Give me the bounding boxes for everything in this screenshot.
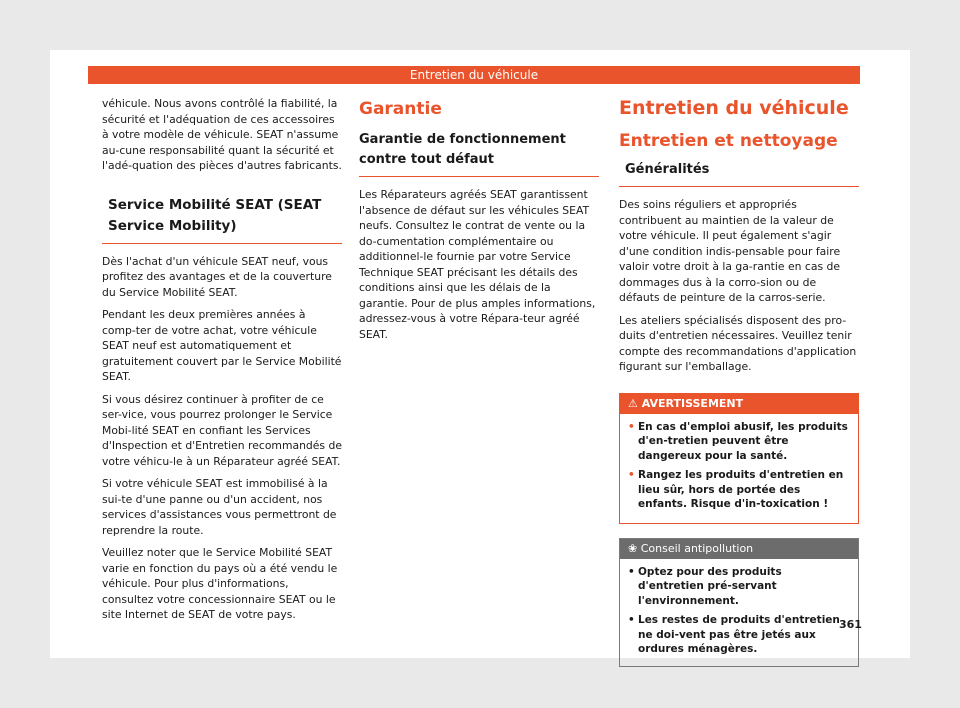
list-item: • Optez pour des produits d'entretien pré-servant l'environnement. xyxy=(628,565,782,607)
paragraph: véhicule. Nous avons contrôlé la fiabilité, la sécurité et l'adéquation de ces accessoires à votre modèle de véhicule. SEAT n'assume au-cune responsabilité quant la sécurité et l'adé-quation des pièces d'autres fabricants. xyxy=(102,97,342,172)
paragraph: Veuillez noter que le Service Mobilité SEAT varie en fonction du pays où a été vendu le véhicule. Pour plus d'informations, consultez votre concessionnaire SEAT ou le site Internet de SEAT de votre pays. xyxy=(102,546,338,621)
column-left xyxy=(102,96,342,630)
warning-header xyxy=(620,394,858,414)
warning-triangle-icon: ⚠ xyxy=(628,396,638,410)
list-item: • Les restes de produits d'entretien ne doi-vent pas être jetés aux ordures ménagères. xyxy=(628,614,840,655)
paragraph: Pendant les deux premières années à comp-ter de votre achat, votre véhicule SEAT neuf est automatiquement et gratuitement couvert par le Service Mobilité SEAT. xyxy=(102,308,342,383)
section-heading-generalites: Généralités xyxy=(619,160,859,187)
eco-tip-title: Conseil antipollution xyxy=(640,541,754,555)
warning-box xyxy=(619,393,859,524)
paragraph: Des soins réguliers et appropriés contribuent au maintien de la valeur de votre véhicule. Il peut également s'agir d'une condition indis-pensable pour faire valoir votre droit à la ga-rantie en cas de dommages dus à la corro-sion ou de défauts de peinture de la carros-serie. xyxy=(619,198,841,304)
paragraph: Si vous désirez continuer à profiter de ce ser-vice, vous pourrez prolonger le Service Mobi-lité SEAT en confiant les Services d'Inspection et d'Entretien recommandés de votre véhicu-le à un Réparateur agréé SEAT. xyxy=(102,392,342,468)
column-right xyxy=(619,96,859,667)
section-heading-mobility: Service Mobilité SEAT (SEAT Service Mobility) xyxy=(102,181,342,244)
eco-tip-header xyxy=(620,539,858,559)
list-item: • En cas d'emploi abusif, les produits d'en-tretien peuvent être dangereux pour la santé. xyxy=(628,420,848,462)
paragraph: Si votre véhicule SEAT est immobilisé à la sui-te d'une panne ou d'un accident, nos services d'assistances vous permettront de reprendre la route. xyxy=(102,477,337,537)
chapter-header: Entretien du véhicule xyxy=(88,66,860,84)
section-title-garantie: Garantie xyxy=(359,99,442,119)
flower-icon: ❀ xyxy=(628,541,638,555)
eco-tip-box xyxy=(619,538,859,667)
chapter-title: Entretien du véhicule xyxy=(619,97,849,119)
paragraph: Les Réparateurs agréés SEAT garantissent l'absence de défaut sur les véhicules SEAT neufs. Consultez le contrat de vente ou la do-cumentation complémentaire ou additionnel-le fournie par votre Service Technique SEAT précisant les détails des conditions ainsi que les délais de la garantie. Pour de plus amples informations, adressez-vous à votre Répara-teur agréé SEAT. xyxy=(359,188,596,341)
paragraph: Dès l'achat d'un véhicule SEAT neuf, vous profitez des avantages et de la couverture du Service Mobilité SEAT. xyxy=(102,254,332,299)
section-heading-garantie: Garantie de fonctionnement contre tout défaut xyxy=(359,130,599,177)
page-number: 361 xyxy=(839,618,862,631)
section-title-nettoyage: Entretien et nettoyage xyxy=(619,131,838,151)
paragraph: Les ateliers spécialisés disposent des pro-duits d'entretien nécessaires. Veuillez tenir compte des recommandations d'application figurant sur l'emballage. xyxy=(619,313,857,373)
warning-title: AVERTISSEMENT xyxy=(641,396,744,410)
list-item: • Rangez les produits d'entretien en lieu sûr, hors de portée des enfants. Risque d'in-toxication ! xyxy=(628,469,844,510)
column-middle xyxy=(359,96,599,349)
